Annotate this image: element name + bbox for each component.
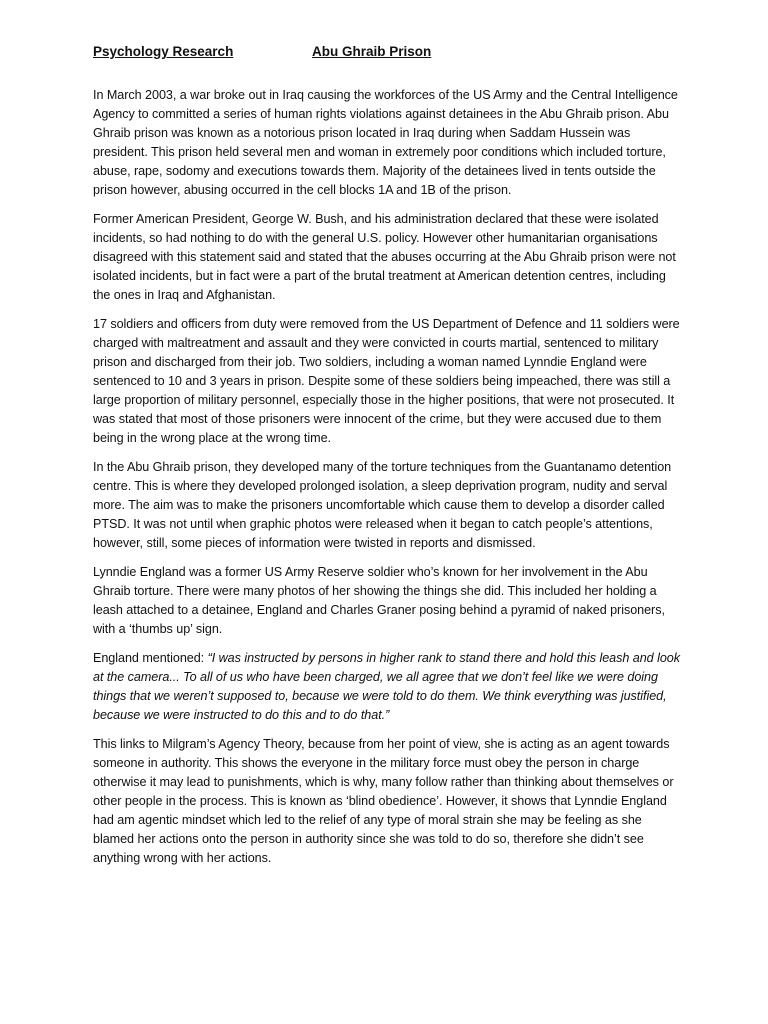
document-body (93, 86, 683, 878)
paragraph-intro: In March 2003, a war broke out in Iraq causing the workforces of the US Army and the Central Intelligence Agency to committed a series of human rights violations against detainees in the Abu Ghraib prison. Abu Ghraib prison was known as a notorious prison located in Iraq during when Saddam Hussein was president. This prison held several men and woman in extremely poor conditions which included torture, abuse, rape, sodomy and executions towards them. Majority of the detainees lived in tents outside the prison however, abusing occurred in the cell blocks 1A and 1B of the prison. (93, 88, 678, 197)
paragraph-soldiers-charged: 17 soldiers and officers from duty were removed from the US Department of Defence and 11 soldiers were charged with maltreatment and assault and they were convicted in courts martial, sentenced to military prison and discharged from their job. Two soldiers, including a woman named Lynndie England were sentenced to 10 and 3 years in prison. Despite some of these soldiers being impeached, there was still a large proportion of military personnel, especially those in the higher positions, that were not prosecuted. It was stated that most of those prisoners were innocent of the crime, but they were accused due to them being in the wrong place at the wrong time. (93, 317, 680, 445)
paragraph-torture-techniques: In the Abu Ghraib prison, they developed many of the torture techniques from the Guantanamo detention centre. This is where they developed prolonged isolation, a sleep deprivation program, nudity and serval more. The aim was to make the prisoners uncomfortable which cause them to develop a disorder called PTSD. It was not until when graphic photos were released when it began to catch people’s attentions, however, still, some pieces of information were twisted in reports and dismissed. (93, 460, 672, 550)
paragraph-england-quote (93, 649, 683, 725)
paragraph-lynndie-england: Lynndie England was a former US Army Reserve soldier who’s known for her involvement in the Abu Ghraib torture. There were many photos of her showing the things she did. This included her holding a leash attached to a detainee, England and Charles Graner posing behind a pyramid of naked prisoners, with a ‘thumbs up’ sign. (93, 565, 665, 636)
paragraph-agency-theory: This links to Milgram’s Agency Theory, because from her point of view, she is acting as an agent towards someone in authority. This shows the everyone in the military force must obey the person in charge otherwise it may lead to punishments, which is why, many follow rather than thinking about themselves or other people in the process. This is known as ‘blind obedience’. However, it shows that Lynndie England had am agentic mindset which led to the relief of any type of moral strain she may be feeling as she blamed her actions onto the person in authority since she was told to do so, therefore she didn’t see anything wrong with her actions. (93, 737, 674, 865)
subject-title: Psychology Research (93, 44, 234, 59)
england-quote: “I was instructed by persons in higher rank to stand there and hold this leash and look at the camera... To all of us who have been charged, we all agree that we don’t feel like we were doing things that we weren’t supposed to, because we were told to do them. We think everything was justified, because we were instructed to do this and to do that.” (93, 651, 680, 722)
paragraph-bush-administration: Former American President, George W. Bush, and his administration declared that these were isolated incidents, so had nothing to do with the general U.S. policy. However other humanitarian organisations disagreed with this statement said and stated that the abuses occurring at the Abu Ghraib prison were not isolated incidents, but in fact were a part of the brutal treatment at American detention centres, including the ones in Iraq and Afghanistan. (93, 212, 676, 302)
document-header (93, 44, 693, 64)
quote-lead: England mentioned: (93, 651, 208, 665)
document-title: Abu Ghraib Prison (312, 44, 432, 59)
